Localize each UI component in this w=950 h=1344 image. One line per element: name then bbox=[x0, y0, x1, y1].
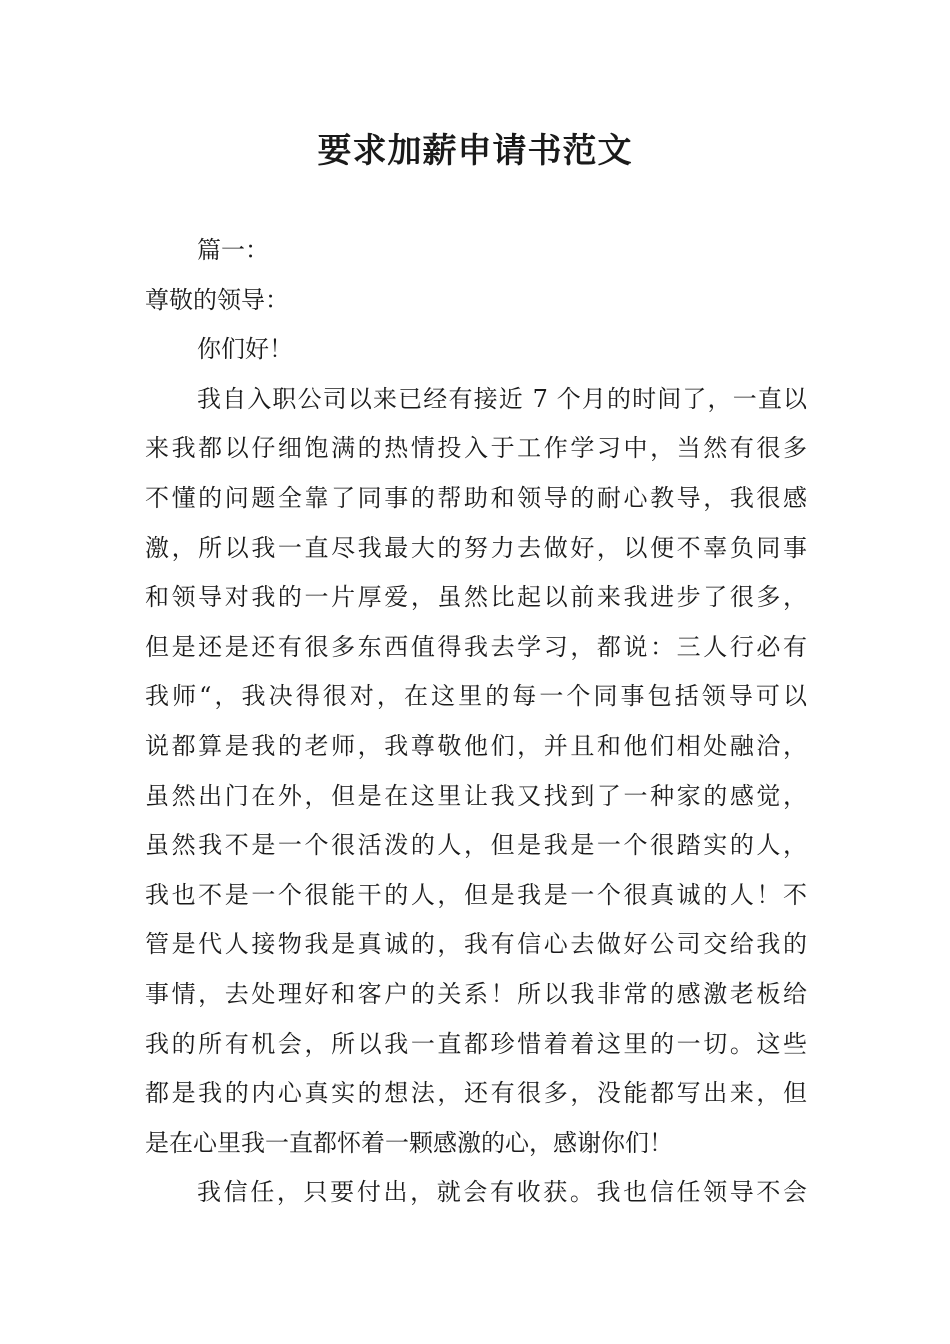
paragraph-line: 管是代人接物我是真诚的，我有信心去做好公司交给我的 bbox=[145, 930, 807, 959]
paragraph-line: 和领导对我的一片厚爱，虽然比起以前来我进步了很多， bbox=[145, 583, 807, 612]
paragraph-line: 我师“，我决得很对，在这里的每一个同事包括领导可以 bbox=[145, 682, 807, 711]
paragraph-line: 事情，去处理好和客户的关系！所以我非常的感激老板给 bbox=[145, 979, 807, 1008]
document-body bbox=[145, 226, 807, 1218]
paragraph-line: 我信任，只要付出，就会有收获。我也信任领导不会 bbox=[197, 1178, 807, 1207]
paragraph-line: 来我都以仔细饱满的热情投入于工作学习中，当然有很多 bbox=[145, 434, 807, 463]
document-title: 要求加薪申请书范文 bbox=[317, 131, 633, 171]
section-label: 篇一： bbox=[197, 236, 269, 264]
salutation: 尊敬的领导： bbox=[145, 285, 289, 314]
paragraph-line: 虽然出门在外，但是在这里让我又找到了一种家的感觉， bbox=[145, 781, 807, 810]
paragraph-line: 不懂的问题全靠了同事的帮助和领导的耐心教导，我很感 bbox=[145, 483, 807, 512]
paragraph-line: 我也不是一个很能干的人，但是我是一个很真诚的人！不 bbox=[145, 880, 807, 909]
paragraph-line: 我的所有机会，所以我一直都珍惜着着这里的一切。这些 bbox=[145, 1029, 807, 1058]
paragraph-line: 都是我的内心真实的想法，还有很多，没能都写出来，但 bbox=[145, 1079, 807, 1108]
paragraph-line: 虽然我不是一个很活泼的人，但是我是一个很踏实的人， bbox=[145, 831, 807, 860]
paragraph-line: 但是还是还有很多东西值得我去学习，都说：三人行必有 bbox=[145, 632, 807, 661]
paragraph-line: 激，所以我一直尽我最大的努力去做好，以便不辜负同事 bbox=[145, 533, 807, 562]
paragraph-line: 是在心里我一直都怀着一颗感激的心，感谢你们！ bbox=[145, 1128, 673, 1157]
paragraph-line: 说都算是我的老师，我尊敬他们，并且和他们相处融洽， bbox=[145, 731, 807, 760]
paragraph-line: 我自入职公司以来已经有接近 7 个月的时间了，一直以 bbox=[197, 384, 807, 413]
greeting: 你们好！ bbox=[197, 335, 293, 364]
